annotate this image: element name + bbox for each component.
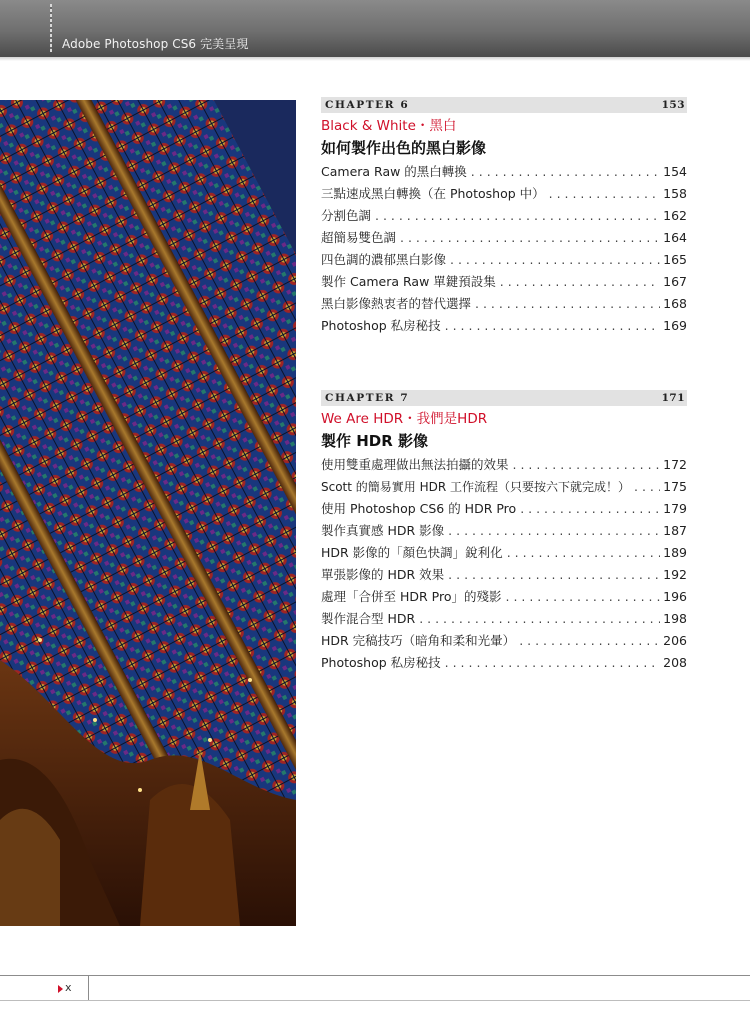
chapter-7-section [321,390,687,674]
toc-entry[interactable] [321,652,687,674]
header-shadow [0,57,750,61]
chapter-header-bar [321,390,687,406]
toc-entry[interactable] [321,498,687,520]
toc-entry-page: 158 [663,186,687,201]
toc-entry-page: 169 [663,318,687,333]
toc-entry[interactable] [321,227,687,249]
toc-entry[interactable] [321,630,687,652]
leader-dots [448,520,660,542]
leader-dots [475,293,660,315]
toc-entry-title: 製作混合型 HDR [321,611,416,626]
toc-entry[interactable] [321,608,687,630]
toc-entry-page: 164 [663,230,687,245]
toc-entry-title: Camera Raw 的黑白轉換 [321,164,467,179]
chapter-title: 製作 HDR 影像 [321,432,428,450]
toc-entry[interactable] [321,542,687,564]
toc-entry-page: 172 [663,457,687,472]
toc-entry-title: Photoshop 私房秘技 [321,318,441,333]
toc-list [321,161,687,337]
cathedral-stained-glass-photo [0,100,296,926]
leader-dots [634,476,660,498]
toc-entry-page: 187 [663,523,687,538]
header-bar [0,0,750,57]
toc-entry[interactable] [321,520,687,542]
toc-entry-page: 179 [663,501,687,516]
toc-entry-page: 168 [663,296,687,311]
toc-entry-page: 208 [663,655,687,670]
toc-entry-title: 四色調的濃郁黑白影像 [321,252,447,267]
chapter-header-bar [321,97,687,113]
chapter-page: 171 [661,392,685,404]
toc-entry-title: 使用 Photoshop CS6 的 HDR Pro [321,501,517,516]
toc-entry[interactable] [321,586,687,608]
leader-dots [445,315,660,337]
leader-dots [549,183,661,205]
chapter-6-section [321,97,687,337]
toc-entry-page: 206 [663,633,687,648]
toc-entry[interactable] [321,271,687,293]
chapter-subtitle: We Are HDR・我們是HDR [321,411,488,427]
toc-entry[interactable] [321,454,687,476]
toc-entry[interactable] [321,249,687,271]
toc-entry[interactable] [321,161,687,183]
chapter-label: CHAPTER 6 [325,99,410,111]
chapter-page: 153 [661,99,685,111]
footer-divider [88,975,89,1000]
leader-dots [448,564,660,586]
page-marker-arrow-icon [58,985,63,993]
toc-entry[interactable] [321,476,687,498]
leader-dots [471,161,660,183]
toc-entry[interactable] [321,564,687,586]
toc-entry-title: 單張影像的 HDR 效果 [321,567,445,582]
toc-entry-title: HDR 完稿技巧（暗角和柔和光暈） [321,633,516,648]
book-title: Adobe Photoshop CS6 完美呈現 [62,37,249,51]
toc-entry[interactable] [321,315,687,337]
toc-entry[interactable] [321,205,687,227]
leader-dots [419,608,660,630]
chapter-title: 如何製作出色的黑白影像 [321,139,487,157]
toc-entry-page: 175 [663,479,687,494]
leader-dots [445,652,660,674]
toc-entry-title: 使用雙重處理做出無法拍攝的效果 [321,457,509,472]
toc-entry-page: 167 [663,274,687,289]
toc-entry-page: 192 [663,567,687,582]
toc-entry-page: 162 [663,208,687,223]
leader-dots [400,227,660,249]
page-number: x [65,981,72,994]
footer-bottom-rule [0,1000,750,1001]
toc-entry-title: 三點速成黑白轉換（在 Photoshop 中） [321,186,545,201]
leader-dots [520,498,660,520]
toc-list [321,454,687,674]
chapter-subtitle: Black & White・黑白 [321,118,457,134]
leader-dots [506,586,661,608]
toc-entry-title: 處理「合併至 HDR Pro」的殘影 [321,589,502,604]
toc-entry-page: 165 [663,252,687,267]
leader-dots [375,205,660,227]
toc-entry-page: 198 [663,611,687,626]
toc-entry-title: 超簡易雙色調 [321,230,397,245]
toc-entry-title: 製作真實感 HDR 影像 [321,523,445,538]
toc-entry[interactable] [321,183,687,205]
chapter-label: CHAPTER 7 [325,392,410,404]
toc-entry-title: 製作 Camera Raw 單鍵預設集 [321,274,496,289]
toc-entry-title: 黑白影像熱衷者的替代選擇 [321,296,472,311]
leader-dots [500,271,660,293]
toc-entry-title: 分割色調 [321,208,372,223]
toc-entry-title: HDR 影像的「顏色快調」銳利化 [321,545,503,560]
toc-entry-title: Scott 的簡易實用 HDR 工作流程（只要按六下就完成！） [321,480,631,494]
toc-entry-page: 189 [663,545,687,560]
leader-dots [519,630,660,652]
toc-entry-title: Photoshop 私房秘技 [321,655,441,670]
header-ornament [50,4,52,52]
leader-dots [507,542,660,564]
leader-dots [450,249,660,271]
footer-rule [0,975,750,976]
leader-dots [513,454,661,476]
toc-entry-page: 196 [663,589,687,604]
toc-entry[interactable] [321,293,687,315]
toc-entry-page: 154 [663,164,687,179]
